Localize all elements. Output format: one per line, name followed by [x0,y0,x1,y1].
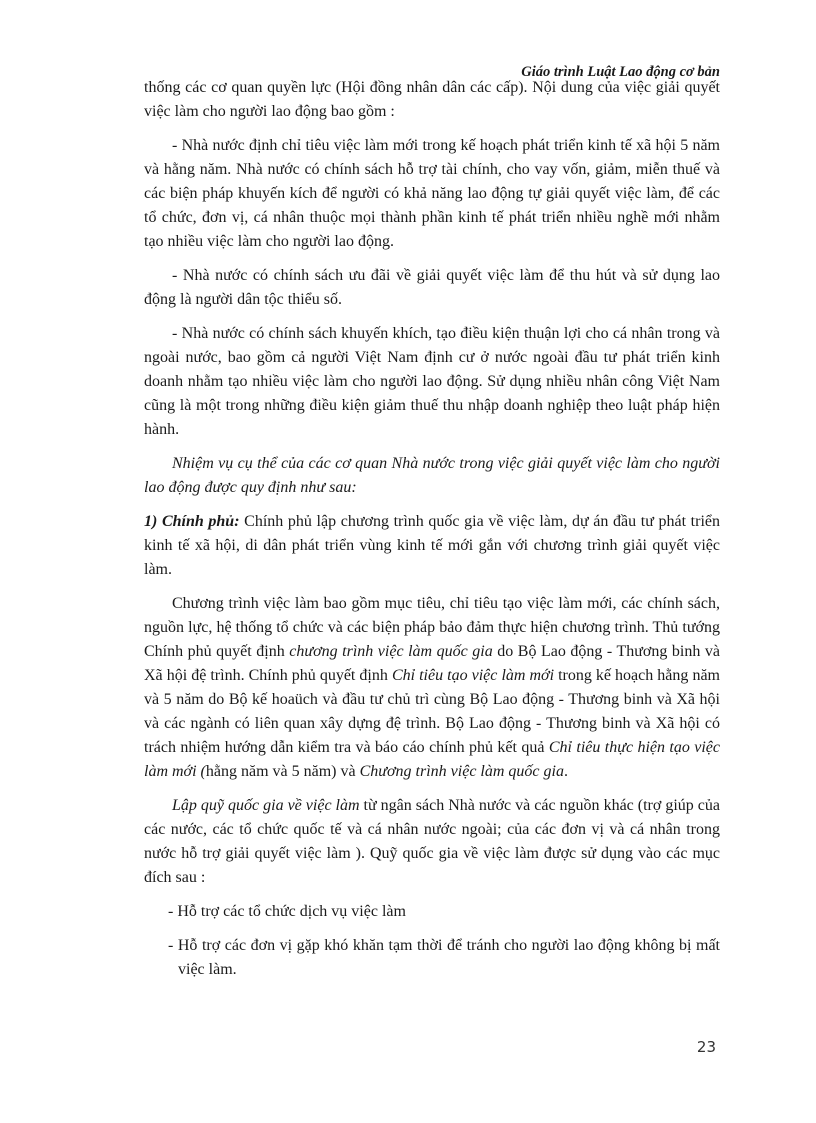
program-italic-1: chương trình việc làm quốc gia [289,643,493,660]
program-text-2: do Bộ Lao động - Thương binh và Xã hội đệ trình. Chính phủ quyết định [144,643,721,684]
paragraph-item-2: - Nhà nước có chính sách ưu đãi về giải quyết việc làm để thu hút và sử dụng lao động là người dân tộc thiểu số. [144,267,720,308]
paragraph-program [144,592,720,784]
paragraph-government [144,510,720,582]
program-text-3: trong kế hoạch hằng năm và 5 năm do Bộ kế hoaüch và đầu tư chủ trì cùng Bộ Lao động - Thương binh và Xã hội và các ngành có liên quan xây dựng đệ trình. Bộ Lao động - Thương binh và Xã hội có trách nhiệm hướng dẫn kiểm tra và báo cáo chính phủ kết quả [144,667,721,756]
program-text-5: . [563,763,568,780]
program-text-1: Chương trình việc làm bao gồm mục tiêu, chỉ tiêu tạo việc làm mới, các chính sách, nguồn lực, hệ thống tổ chức và các biện pháp bảo đảm thực hiện chương trình. Thủ tướng Chính phủ quyết định [144,595,720,660]
fund-purpose-2: - Hỗ trợ các đơn vị gặp khó khăn tạm thời để tránh cho người lao động không bị mất việc làm. [168,937,720,978]
running-header: Giáo trình Luật Lao động cơ bản [521,64,720,80]
fund-text: từ ngân sách Nhà nước và các nguồn khác (trợ giúp của các nước, các tổ chức quốc tế và cá nhân nước ngoài; của các đơn vị và cá nhân trong nước hỗ trợ giải quyết việc làm ). Quỹ quốc gia về việc làm được sử dụng vào các mục đích sau : [144,797,720,886]
page-number: 23 [696,1038,716,1056]
program-italic-4: Chương trình việc làm quốc gia [359,763,564,780]
paragraph-intro-tasks [144,452,720,500]
program-italic-2: Chỉ tiêu tạo việc làm mới [391,667,555,684]
fund-purpose-1: - Hỗ trợ các tổ chức dịch vụ việc làm [168,903,406,920]
page-body [144,76,720,992]
paragraph-item-1: - Nhà nước định chỉ tiêu việc làm mới trong kế hoạch phát triển kinh tế xã hội 5 năm và hằng năm. Nhà nước có chính sách hỗ trợ tài chính, cho vay vốn, giảm, miễn thuế và các biện pháp khuyến kích để người có khả năng lao động tự giải quyết việc làm, để các tổ chức, đơn vị, cá nhân thuộc mọi thành phần kinh tế phát triển nhiều nghề mới nhằm tạo nhiều việc làm cho người lao động. [144,137,720,250]
program-text-4: hằng năm và 5 năm) và [205,763,360,780]
government-heading: 1) Chính phủ: [144,513,240,530]
fund-italic: Lập quỹ quốc gia về việc làm [172,797,360,814]
program-italic-3: Chỉ tiêu thực hiện tạo việc làm mới ( [144,739,721,780]
paragraph-continuation: thống các cơ quan quyền lực (Hội đồng nhân dân các cấp). Nội dung của việc giải quyết việc làm cho người lao động bao gồm : [144,79,720,120]
paragraph-item-3: - Nhà nước có chính sách khuyến khích, tạo điều kiện thuận lợi cho cá nhân trong và ngoài nước, bao gồm cả người Việt Nam định cư ở nước ngoài đầu tư phát triển kinh doanh nhằm tạo nhiều việc làm cho người lao động. Sử dụng nhiều nhân công Việt Nam cũng là một trong những điều kiện giảm thuế thu nhập doanh nghiệp theo luật pháp hiện hành. [144,325,720,438]
paragraph-fund [144,794,720,890]
italic-intro: Nhiệm vụ cụ thể của các cơ quan Nhà nước trong việc giải quyết việc làm cho người lao động được quy định như sau: [144,455,720,496]
government-text: Chính phủ lập chương trình quốc gia về việc làm, dự án đầu tư phát triển kinh tế xã hội, di dân phát triển vùng kinh tế mới gắn với chương trình giải quyết việc làm. [144,513,720,578]
